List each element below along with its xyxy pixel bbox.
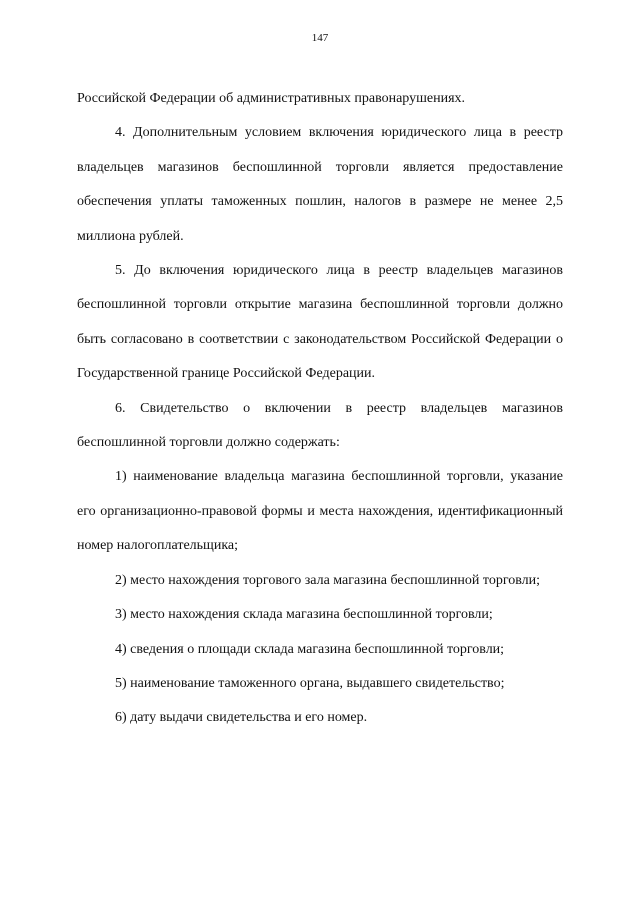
list-item-6: 6) дату выдачи свидетельства и его номер. xyxy=(115,710,368,726)
list-item-3: 3) место нахождения склада магазина беспошлинной торговли; xyxy=(115,607,493,623)
paragraph-item-5: 5. До включения юридического лица в реестр владельцев магазинов беспошлинной торговли открытие магазина беспошлинной торговли должно быть согласовано в соответствии с законодательством Российской Федерации о Государственной границе Российской Федерации. xyxy=(77,263,563,382)
page-number: 147 xyxy=(311,32,329,44)
paragraph-item-4: 4. Дополнительным условием включения юридического лица в реестр владельцев магазинов беспошлинной торговли является предоставление обеспечения уплаты таможенных пошлин, налогов в размере не менее 2,5 миллиона рублей. xyxy=(77,125,563,244)
paragraph-item-6: 6. Свидетельство о включении в реестр владельцев магазинов беспошлинной торговли должно содержать: xyxy=(77,400,563,451)
list-item-4: 4) сведения о площади склада магазина беспошлинной торговли; xyxy=(115,641,505,657)
list-item-5: 5) наименование таможенного органа, выдавшего свидетельство; xyxy=(115,675,505,691)
paragraph-continuation: Российской Федерации об административных правонарушениях. xyxy=(77,91,466,106)
document-body xyxy=(77,82,563,736)
list-item-2: 2) место нахождения торгового зала магазина беспошлинной торговли; xyxy=(115,572,541,588)
list-item-1: 1) наименование владельца магазина беспошлинной торговли, указание его организационно-правовой формы и места нахождения, идентификационный номер налогоплательщика; xyxy=(77,469,563,554)
